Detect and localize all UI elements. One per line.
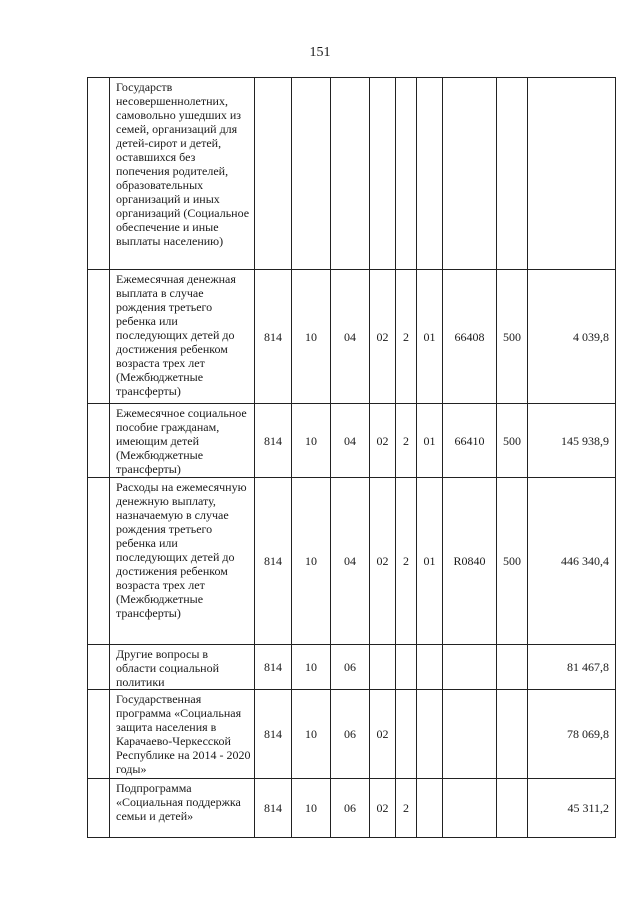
row-name: Подпрограмма «Социальная поддержка семьи и детей» (110, 779, 255, 838)
subsection-code: 06 (331, 645, 370, 690)
section-code: 10 (292, 270, 331, 404)
direction-code (443, 645, 497, 690)
row-margin-cell (88, 779, 110, 838)
amount: 45 311,2 (528, 779, 616, 838)
direction-code: 66408 (443, 270, 497, 404)
subprogram-code: 2 (396, 478, 417, 645)
section-code: 10 (292, 690, 331, 779)
program-code (370, 645, 396, 690)
subsection-code: 04 (331, 270, 370, 404)
table-row (88, 404, 616, 478)
subsection-code: 04 (331, 404, 370, 478)
program-code: 02 (370, 404, 396, 478)
row-margin-cell (88, 690, 110, 779)
subprogram-code (396, 690, 417, 779)
page-number: 151 (309, 45, 331, 60)
ministry-code: 814 (255, 270, 292, 404)
row-name: Другие вопросы в области социальной политики (110, 645, 255, 690)
table-row (88, 779, 616, 838)
direction-code (443, 78, 497, 270)
ministry-code: 814 (255, 645, 292, 690)
expense-type-code: 500 (497, 270, 528, 404)
amount: 145 938,9 (528, 404, 616, 478)
ministry-code: 814 (255, 779, 292, 838)
subprogram-code: 2 (396, 270, 417, 404)
direction-code (443, 779, 497, 838)
ministry-code: 814 (255, 690, 292, 779)
program-code (370, 78, 396, 270)
ministry-code (255, 78, 292, 270)
section-code (292, 78, 331, 270)
section-code: 10 (292, 478, 331, 645)
amount: 78 069,8 (528, 690, 616, 779)
amount: 81 467,8 (528, 645, 616, 690)
ministry-code: 814 (255, 404, 292, 478)
subsection-code (331, 78, 370, 270)
program-code: 02 (370, 779, 396, 838)
main-event-code (417, 690, 443, 779)
row-margin-cell (88, 270, 110, 404)
expense-type-code (497, 78, 528, 270)
table-row (88, 478, 616, 645)
row-name: Расходы на ежемесячную денежную выплату, назначаемую в случае рождения третьего ребенка или последующих детей до достижения ребенком возраста трех лет (Межбюджетные трансферты) (110, 478, 255, 645)
expense-type-code (497, 690, 528, 779)
main-event-code: 01 (417, 478, 443, 645)
ministry-code: 814 (255, 478, 292, 645)
expense-type-code: 500 (497, 478, 528, 645)
amount: 446 340,4 (528, 478, 616, 645)
section-code: 10 (292, 779, 331, 838)
direction-code: R0840 (443, 478, 497, 645)
expense-type-code (497, 779, 528, 838)
table-row (88, 270, 616, 404)
table-row (88, 645, 616, 690)
row-margin-cell (88, 78, 110, 270)
program-code: 02 (370, 478, 396, 645)
subprogram-code: 2 (396, 404, 417, 478)
subsection-code: 06 (331, 779, 370, 838)
row-name: Ежемесячная денежная выплата в случае рождения третьего ребенка или последующих детей до достижения ребенком возраста трех лет (Межбюджетные трансферты) (110, 270, 255, 404)
row-margin-cell (88, 645, 110, 690)
table-row (88, 78, 616, 270)
direction-code: 66410 (443, 404, 497, 478)
amount (528, 78, 616, 270)
direction-code (443, 690, 497, 779)
subsection-code: 06 (331, 690, 370, 779)
expense-type-code: 500 (497, 404, 528, 478)
budget-table (87, 77, 616, 838)
row-name: Ежемесячное социальное пособие гражданам, имеющим детей (Межбюджетные трансферты) (110, 404, 255, 478)
table-row (88, 690, 616, 779)
row-margin-cell (88, 404, 110, 478)
section-code: 10 (292, 404, 331, 478)
main-event-code (417, 78, 443, 270)
subprogram-code (396, 645, 417, 690)
main-event-code (417, 645, 443, 690)
row-name: Государств несовершеннолетних, самовольно ушедших из семей, организаций для детей-сирот и детей, оставшихся без попечения родителей, образовательных организаций и иных организаций (Социальное обеспечение и иные выплаты населению) (110, 78, 255, 270)
subprogram-code: 2 (396, 779, 417, 838)
row-margin-cell (88, 478, 110, 645)
subprogram-code (396, 78, 417, 270)
amount: 4 039,8 (528, 270, 616, 404)
section-code: 10 (292, 645, 331, 690)
program-code: 02 (370, 690, 396, 779)
main-event-code: 01 (417, 270, 443, 404)
subsection-code: 04 (331, 478, 370, 645)
program-code: 02 (370, 270, 396, 404)
row-name: Государственная программа «Социальная защита населения в Карачаево-Черкесской Республике на 2014 - 2020 годы» (110, 690, 255, 779)
main-event-code: 01 (417, 404, 443, 478)
main-event-code (417, 779, 443, 838)
expense-type-code (497, 645, 528, 690)
